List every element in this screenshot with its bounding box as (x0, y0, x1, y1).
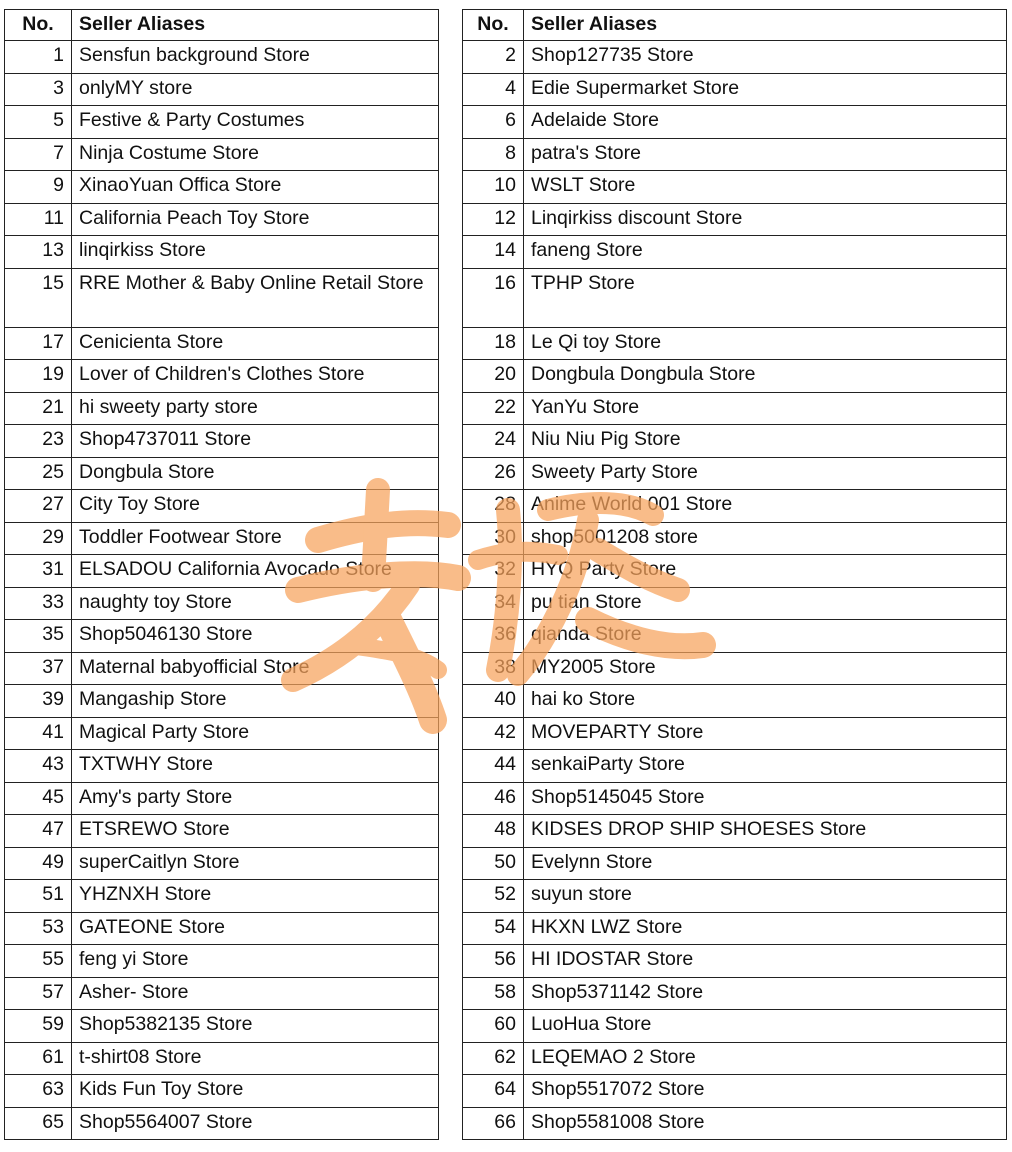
row-number: 49 (5, 847, 72, 880)
seller-alias: Mangaship Store (72, 685, 439, 718)
seller-alias: ELSADOU California Avocado Store (72, 555, 439, 588)
row-number: 60 (463, 1010, 524, 1043)
row-number: 16 (463, 268, 524, 327)
seller-table-left (4, 9, 439, 1140)
seller-alias: RRE Mother & Baby Online Retail Store (72, 268, 439, 327)
seller-alias: LEQEMAO 2 Store (524, 1042, 1007, 1075)
header-row (5, 10, 439, 41)
row-number: 63 (5, 1075, 72, 1108)
seller-alias: Shop5581008 Store (524, 1107, 1007, 1140)
row-number: 10 (463, 171, 524, 204)
row-number: 61 (5, 1042, 72, 1075)
row-number: 5 (5, 106, 72, 139)
table-row (5, 815, 439, 848)
table-row (463, 1075, 1007, 1108)
table-row (5, 268, 439, 327)
seller-alias: Shop5564007 Store (72, 1107, 439, 1140)
seller-alias: Edie Supermarket Store (524, 73, 1007, 106)
seller-alias: MY2005 Store (524, 652, 1007, 685)
row-number: 33 (5, 587, 72, 620)
row-number: 32 (463, 555, 524, 588)
table-row (5, 1107, 439, 1140)
row-number: 34 (463, 587, 524, 620)
row-number: 58 (463, 977, 524, 1010)
seller-alias: Adelaide Store (524, 106, 1007, 139)
seller-alias: YHZNXH Store (72, 880, 439, 913)
table-row (5, 1010, 439, 1043)
seller-alias: ETSREWO Store (72, 815, 439, 848)
table-row (5, 138, 439, 171)
row-number: 22 (463, 392, 524, 425)
row-number: 66 (463, 1107, 524, 1140)
row-number: 37 (5, 652, 72, 685)
table-row (5, 652, 439, 685)
table-row (5, 236, 439, 269)
table-row (5, 1075, 439, 1108)
row-number: 44 (463, 750, 524, 783)
table-row (5, 203, 439, 236)
row-number: 38 (463, 652, 524, 685)
row-number: 48 (463, 815, 524, 848)
seller-alias: Le Qi toy Store (524, 327, 1007, 360)
row-number: 55 (5, 945, 72, 978)
table-row (463, 587, 1007, 620)
table-row (463, 977, 1007, 1010)
table-row (463, 1042, 1007, 1075)
table-row (5, 425, 439, 458)
table-row (5, 880, 439, 913)
table-row (463, 912, 1007, 945)
row-number: 7 (5, 138, 72, 171)
row-number: 24 (463, 425, 524, 458)
table-row (5, 360, 439, 393)
seller-alias: HI IDOSTAR Store (524, 945, 1007, 978)
row-number: 36 (463, 620, 524, 653)
header-seller-aliases: Seller Aliases (524, 10, 1007, 41)
seller-alias: suyun store (524, 880, 1007, 913)
seller-alias: Shop5371142 Store (524, 977, 1007, 1010)
seller-alias: Ninja Costume Store (72, 138, 439, 171)
table-row (463, 360, 1007, 393)
seller-alias: Anime World 001 Store (524, 490, 1007, 523)
table-row (463, 106, 1007, 139)
table-row (5, 945, 439, 978)
row-number: 4 (463, 73, 524, 106)
row-number: 65 (5, 1107, 72, 1140)
table-row (463, 457, 1007, 490)
header-row (463, 10, 1007, 41)
row-number: 29 (5, 522, 72, 555)
seller-table-right (462, 9, 1007, 1140)
table-row (5, 457, 439, 490)
seller-alias: shop5001208 store (524, 522, 1007, 555)
row-number: 26 (463, 457, 524, 490)
seller-alias: Shop5517072 Store (524, 1075, 1007, 1108)
table-row (463, 1107, 1007, 1140)
row-number: 25 (5, 457, 72, 490)
table-row (5, 587, 439, 620)
seller-alias: feng yi Store (72, 945, 439, 978)
table-row (463, 425, 1007, 458)
table-row (463, 268, 1007, 327)
row-number: 2 (463, 41, 524, 74)
seller-alias: Kids Fun Toy Store (72, 1075, 439, 1108)
table-row (463, 782, 1007, 815)
table-row (5, 717, 439, 750)
seller-alias: MOVEPARTY Store (524, 717, 1007, 750)
seller-alias: Shop5382135 Store (72, 1010, 439, 1043)
row-number: 6 (463, 106, 524, 139)
table-row (5, 490, 439, 523)
row-number: 46 (463, 782, 524, 815)
row-number: 8 (463, 138, 524, 171)
table-row (463, 750, 1007, 783)
row-number: 40 (463, 685, 524, 718)
row-number: 30 (463, 522, 524, 555)
row-number: 13 (5, 236, 72, 269)
table-row (463, 652, 1007, 685)
table-row (463, 847, 1007, 880)
table-row (463, 392, 1007, 425)
seller-alias: Niu Niu Pig Store (524, 425, 1007, 458)
seller-alias: hai ko Store (524, 685, 1007, 718)
row-number: 50 (463, 847, 524, 880)
row-number: 59 (5, 1010, 72, 1043)
table-row (463, 490, 1007, 523)
table-row (5, 847, 439, 880)
table-row (5, 620, 439, 653)
seller-alias: linqirkiss Store (72, 236, 439, 269)
seller-alias: YanYu Store (524, 392, 1007, 425)
seller-alias: naughty toy Store (72, 587, 439, 620)
row-number: 23 (5, 425, 72, 458)
table-row (463, 203, 1007, 236)
table-row (5, 327, 439, 360)
row-number: 27 (5, 490, 72, 523)
seller-alias: HYQ Party Store (524, 555, 1007, 588)
seller-alias: Magical Party Store (72, 717, 439, 750)
seller-alias: onlyMY store (72, 73, 439, 106)
seller-alias: Shop127735 Store (524, 41, 1007, 74)
table-row (5, 73, 439, 106)
row-number: 9 (5, 171, 72, 204)
table-row (5, 171, 439, 204)
row-number: 39 (5, 685, 72, 718)
seller-alias: Evelynn Store (524, 847, 1007, 880)
table-row (463, 327, 1007, 360)
row-number: 43 (5, 750, 72, 783)
seller-alias: Dongbula Store (72, 457, 439, 490)
row-number: 14 (463, 236, 524, 269)
table-row (463, 41, 1007, 74)
seller-alias: Shop5145045 Store (524, 782, 1007, 815)
seller-alias: Toddler Footwear Store (72, 522, 439, 555)
seller-alias: Amy's party Store (72, 782, 439, 815)
seller-alias: KIDSES DROP SHIP SHOESES Store (524, 815, 1007, 848)
seller-alias: Linqirkiss discount Store (524, 203, 1007, 236)
header-no: No. (5, 10, 72, 41)
row-number: 12 (463, 203, 524, 236)
seller-alias: LuoHua Store (524, 1010, 1007, 1043)
row-number: 45 (5, 782, 72, 815)
row-number: 21 (5, 392, 72, 425)
row-number: 53 (5, 912, 72, 945)
table-row (5, 685, 439, 718)
seller-alias: Shop5046130 Store (72, 620, 439, 653)
row-number: 20 (463, 360, 524, 393)
seller-alias: Dongbula Dongbula Store (524, 360, 1007, 393)
row-number: 19 (5, 360, 72, 393)
seller-alias: HKXN LWZ Store (524, 912, 1007, 945)
table-row (463, 171, 1007, 204)
row-number: 52 (463, 880, 524, 913)
seller-alias: pu tian Store (524, 587, 1007, 620)
seller-alias: patra's Store (524, 138, 1007, 171)
table-row (463, 815, 1007, 848)
seller-alias: City Toy Store (72, 490, 439, 523)
row-number: 28 (463, 490, 524, 523)
row-number: 3 (5, 73, 72, 106)
row-number: 57 (5, 977, 72, 1010)
row-number: 1 (5, 41, 72, 74)
row-number: 51 (5, 880, 72, 913)
seller-alias: TXTWHY Store (72, 750, 439, 783)
table-row (5, 977, 439, 1010)
header-seller-aliases: Seller Aliases (72, 10, 439, 41)
seller-alias: Festive & Party Costumes (72, 106, 439, 139)
row-number: 42 (463, 717, 524, 750)
seller-alias: GATEONE Store (72, 912, 439, 945)
header-no: No. (463, 10, 524, 41)
seller-alias: Sweety Party Store (524, 457, 1007, 490)
row-number: 15 (5, 268, 72, 327)
table-body (5, 41, 439, 1140)
table-row (463, 522, 1007, 555)
row-number: 17 (5, 327, 72, 360)
seller-alias: Cenicienta Store (72, 327, 439, 360)
row-number: 64 (463, 1075, 524, 1108)
row-number: 56 (463, 945, 524, 978)
table-row (463, 945, 1007, 978)
seller-alias: qianda Store (524, 620, 1007, 653)
table-row (463, 555, 1007, 588)
table-row (5, 555, 439, 588)
table-row (463, 138, 1007, 171)
seller-alias: XinaoYuan Offica Store (72, 171, 439, 204)
seller-alias: Shop4737011 Store (72, 425, 439, 458)
seller-alias: California Peach Toy Store (72, 203, 439, 236)
table-row (463, 620, 1007, 653)
table-row (463, 73, 1007, 106)
table-row (5, 750, 439, 783)
seller-alias: Maternal babyofficial Store (72, 652, 439, 685)
seller-alias: Asher- Store (72, 977, 439, 1010)
table-row (5, 522, 439, 555)
table-row (463, 236, 1007, 269)
row-number: 11 (5, 203, 72, 236)
row-number: 18 (463, 327, 524, 360)
row-number: 62 (463, 1042, 524, 1075)
table-row (5, 1042, 439, 1075)
table-row (5, 912, 439, 945)
table-row (463, 717, 1007, 750)
seller-alias: senkaiParty Store (524, 750, 1007, 783)
table-row (463, 880, 1007, 913)
seller-alias: hi sweety party store (72, 392, 439, 425)
seller-alias: faneng Store (524, 236, 1007, 269)
table-row (5, 41, 439, 74)
seller-alias: TPHP Store (524, 268, 1007, 327)
row-number: 54 (463, 912, 524, 945)
seller-alias: superCaitlyn Store (72, 847, 439, 880)
seller-alias: t-shirt08 Store (72, 1042, 439, 1075)
row-number: 41 (5, 717, 72, 750)
table-row (463, 1010, 1007, 1043)
row-number: 31 (5, 555, 72, 588)
table-row (5, 392, 439, 425)
row-number: 35 (5, 620, 72, 653)
seller-alias: Sensfun background Store (72, 41, 439, 74)
seller-alias: WSLT Store (524, 171, 1007, 204)
row-number: 47 (5, 815, 72, 848)
seller-alias: Lover of Children's Clothes Store (72, 360, 439, 393)
table-row (463, 685, 1007, 718)
table-body (463, 41, 1007, 1140)
table-row (5, 782, 439, 815)
table-row (5, 106, 439, 139)
